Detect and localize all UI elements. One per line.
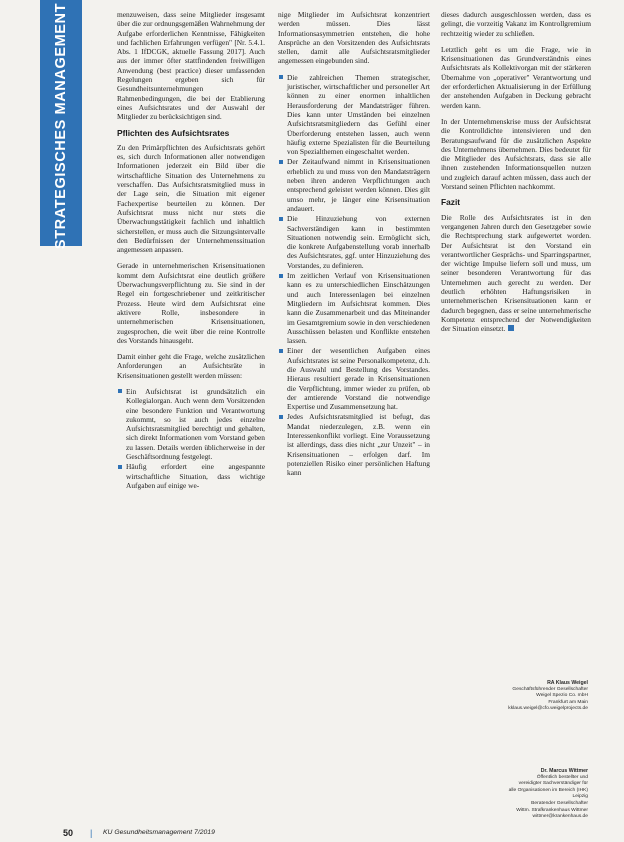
section-label: STRATEGISCHES MANAGEMENT: [53, 2, 70, 250]
paragraph: In der Unternehmenskrise muss der Aufsichtsrat die Kontrolldichte intensivieren und den Beratungsaufwand für die zusätzlichen Aspekte des Unternehmens übernehmen. Dies bedeutet für die Mitglieder des Aufsichtsrats, dass sie alle ihnen zustehenden Informationsquellen nutzen und zugleich darauf achten müssen, dass auch der Vorstand seinen Pflichten nachkommt.: [441, 116, 591, 192]
bullet-list: [117, 387, 265, 490]
fazit-text: Die Rolle des Aufsichtsrates ist in den vergangenen Jahren durch den Gesetzgeber sowie die Rechtsprechung stark aufgewertet worden. Der Aufsichtsrat ist den Vorstand ein verantwortlicher Gesprächs- und Sparringspartner, der wichtige Impulse liefern soll und muss, um seiner besonderen Verantwortung für das Unternehmen auch gerecht zu werden. Der deutlich erhöhten Haftungsrisiken in unternehmerischen Krisensituationen kann er dadurch begegnen, dass er seine unternehmerische Kompetenz entsprechend der Notwendigkeiten der Situation einsetzt.: [441, 212, 591, 334]
list-item: Die zahlreichen Themen strategischer, juristischer, wirtschaftlicher und personeller Art können zu einer enormen inhaltlichen Herausforderung der Mandatsträger führen. Dies kann unter Umständen bei einzelnen Aufsichtsratsmitgliedern das Gefühl einer Überforderung entstehen lassen, auch wenn häufig externe Spezialisten für die Beurteilung von Spezialthemen eingeschaltet werden.: [278, 73, 430, 157]
author-box: [452, 680, 588, 713]
paragraph: Damit einher geht die Frage, welche zusätzlichen Anforderungen an Aufsichtsräte in Krisensituationen gestellt werden müssen:: [117, 352, 265, 380]
author-name: RA Klaus Weigel: [547, 680, 588, 686]
section-heading: Fazit: [441, 197, 461, 208]
paragraph: Gerade in unternehmerischen Krisensituationen kommt dem Aufsichtsrat eine deutlich größere Überwachungsverpflichtung zu. Sie sind in der Regel ein fortgeschriebener und zeitkritischer Prozess. Heute wird dem Aufsichtsrat eine aktivere Rolle, insbesondere in unternehmerischen Krisensituationen, zugesprochen, die weit über die reine Kontrolle des Vorstands hinausgeht.: [117, 261, 265, 345]
paragraph: Zu den Primärpflichten des Aufsichtsrats gehört es, sich durch Informationen aller notwendigen Informationen jederzeit ein Bild über die wirtschaftliche Situation des Unternehmens zu verschaffen. Das Aufsichtsratsmitglied muss in der Lage sein, die Situation mit eigener Fachexpertise beurteilen zu können. Der Aufsichtsrat muss nicht nur stets die Überwachungstätigkeit fachlich und inhaltlich sicherstellen, er muss auch die Sitzungsintervalle den Bedürfnissen der Unternehmenssituation angemessen anpassen.: [117, 142, 265, 255]
author-box: [452, 768, 588, 821]
author-line: Frankfurt am Main: [548, 699, 588, 705]
paragraph: menzuweisen, dass seine Mitglieder insgesamt über die zur ordnungsgemäßen Wahrnehmung der Aufgabe erforderlichen Kenntnisse, Fähigkeiten und fachlichen Erfahrungen verfügen" [Nr. 5.4.1. Abs. 1 IfDCGK, aktuelle Fassung 2017]. Auch aus der immer öfter stattfindenden freiwilligen Anwendung (best practice) dieser umfassenden Regelungen ergeben sich für Gesundheitsunternehmungen Rahmenbedingungen, die bei der Etablierung eines Aufsichtsrates und der Auswahl der Mitglieder zu berücksichtigen sind.: [117, 10, 265, 122]
author-name: Dr. Marcus Wittmer: [540, 768, 588, 774]
list-item: Häufig erfordert eine angespannte wirtschaftliche Situation, dass wichtige Aufgaben auf einige we-: [117, 462, 265, 490]
section-heading: Pflichten des Aufsichtsrates: [117, 127, 230, 138]
text-column-3: [441, 10, 591, 341]
list-item: Einer der wesentlichen Aufgaben eines Aufsichtsrates ist seine Personalkompetenz, d.h. die Auswahl und Bestellung des Vorstandes. Hieraus resultiert gerade in Krisensituationen die Verpflichtung, immer wieder zu prüfen, ob der amtierende Vorstand die notwendige Expertise und Zusammensetzung hat.: [278, 346, 430, 411]
author-line: Beratender Gesellschafter: [531, 800, 588, 806]
paragraph: nige Mitglieder im Aufsichtsrat konzentriert werden müssen. Dies lässt Informationsasymmetrien entstehen, die hohe Ansprüche an den Vorsitzenden des Aufsichtsrats stellen, damit alle Aufsichtsratsmitglieder angemessen eingebunden sind.: [278, 10, 430, 66]
end-of-article-icon: [508, 325, 514, 331]
list-item: Jedes Aufsichtsratsmitglied ist befugt, das Mandat niederzulegen, z.B. wenn ein Interessenkonflikt vorliegt. Eine Voraussetzung ist allerdings, dass dies nicht „zur Unzeit" – in Krisensituationen – erfolgen darf. Im potenziellen Risiko einer persönlichen Haftung kann: [278, 412, 430, 477]
list-item: Die Hinzuziehung von externen Sachverständigen kann in bestimmten Situationen notwendig sein. Ermöglicht sich, die konkrete Aufgabenstellung vorab innerhalb des Aufsichtsrates, ggf. unter Hinzuziehung des Vorstandes, zu definieren.: [278, 214, 430, 270]
author-line: vereidigter Sachverständiger für: [518, 781, 588, 787]
list-item: Der Zeitaufwand nimmt in Krisensituationen erheblich zu und muss von den Mandatsträgern neben ihren anderen Verpflichtungen auch entsprechend geleistet werden können. Dies gilt umso mehr, je länger eine Krisensituation andauert.: [278, 157, 430, 213]
author-line: Öffentlich bestellter und: [536, 774, 588, 780]
paragraph: Letztlich geht es um die Frage, wie in Krisensituationen das Grundverständnis eines Aufsichtsrats als Kollektivorgan mit der stärkeren Übernahme von „operativer" Verantwortung und der erforderlichen Aktualisierung in der Erfüllung der anstehenden Aufgaben in Deckung gebracht werden kann.: [441, 44, 591, 110]
author-line: Geschäftsführender Gesellschafter: [512, 686, 588, 692]
text-column-2: [278, 10, 430, 484]
footer-separator: |: [90, 828, 93, 838]
author-line: Leipzig: [572, 794, 588, 800]
author-email: kklaus.weigel@cfo.weigelprojects.de: [508, 706, 588, 712]
author-line: Weigel Spezio Co. mbH: [536, 693, 588, 699]
list-item: Im zeitlichen Verlauf von Krisensituationen kann es zu unterschiedlichen Einschätzungen und auch Interessenlagen bei einzelnen Mitgliedern im Aufsichtsrat kommen. Dies kann die Zusammenarbeit und das Miteinander im Gesamtgremium sowie in den verschiedenen Ausschüssen belasten und Konflikte entstehen lassen.: [278, 271, 430, 345]
bullet-list: [278, 73, 430, 478]
page-number: 50: [63, 828, 74, 838]
list-item: Ein Aufsichtsrat ist grundsätzlich ein Kollegialorgan. Auch wenn dem Vorsitzenden eine besondere Funktion und Verantwortung zukommt, so ist auch jedes einzelne Aufsichtsratsmitglied berechtigt und gehalten, sich direkt Informationen vom Vorstand geben zu lassen. Details werden üblicherweise in der Geschäftsordnung festgelegt.: [117, 387, 265, 461]
author-line: alle Organisationen im Bereich (IHK): [508, 787, 588, 793]
paragraph: [441, 213, 591, 334]
paragraph: dieses dadurch ausgeschlossen werden, dass es gelingt, die vorzeitig Vakanz im Kontrollgremium rechtzeitig wieder zu schließen.: [441, 10, 591, 38]
page-footer: [63, 828, 543, 840]
author-line: Wittm. Strafkrankenhaus Wittmer: [516, 807, 588, 813]
author-email: wittmer@krankenhaus.de: [532, 814, 588, 820]
text-column-1: [117, 10, 265, 496]
journal-title: KU Gesundheitsmanagement 7/2019: [103, 829, 215, 836]
